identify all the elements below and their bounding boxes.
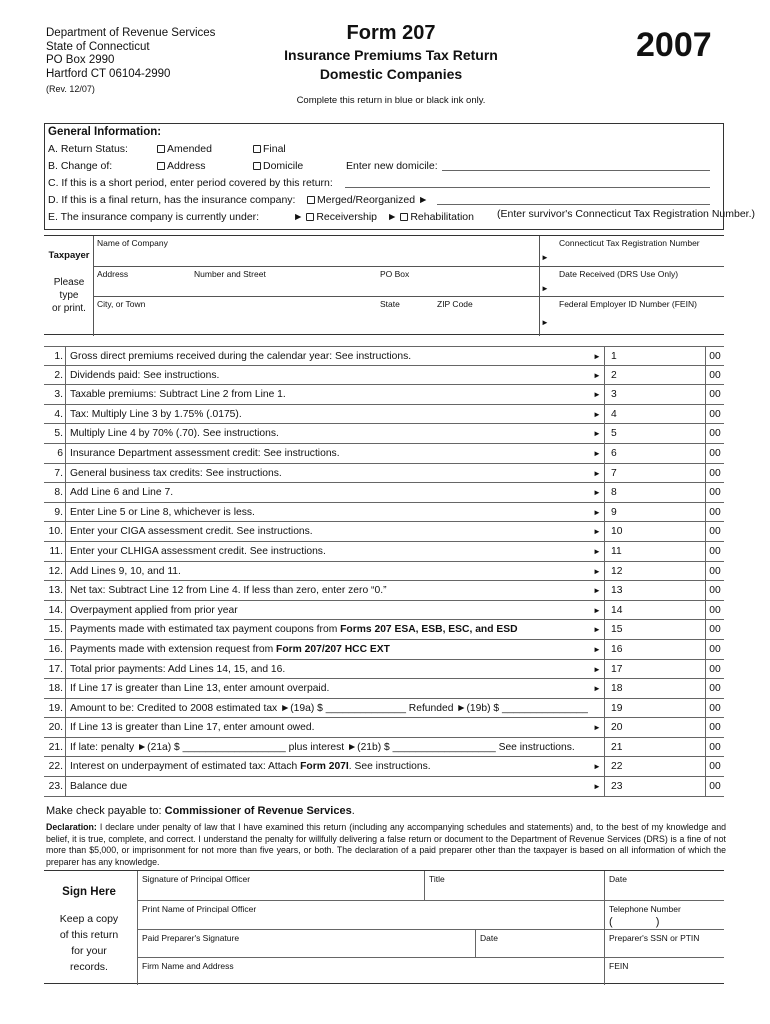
general-information-section: [44, 123, 755, 230]
tax-line-row: [44, 660, 724, 680]
arrow-icon: ►: [593, 566, 601, 576]
survivor-note: (Enter survivor's Connecticut Tax Registration Number.): [497, 208, 755, 220]
line-description: [70, 385, 286, 404]
tax-line-row: [44, 464, 724, 484]
street-label: Number and Street: [194, 269, 266, 279]
taxpayer-row-line: [93, 296, 724, 297]
form-title-line1: Insurance Premiums Tax Return: [284, 47, 498, 63]
cents-field: 00: [709, 467, 721, 479]
arrow-icon: ►: [593, 390, 601, 400]
payable-prefix: Make check payable to:: [46, 805, 165, 817]
line-text: Add Line 6 and Line 7.: [70, 487, 174, 499]
line-description: [70, 405, 242, 424]
line-text: Interest on underpayment of estimated tax: Attach: [70, 761, 301, 773]
amount-field[interactable]: 5: [604, 424, 706, 443]
final-checkbox[interactable]: [253, 145, 261, 153]
cents-field: 00: [709, 663, 721, 675]
line-description: [70, 503, 255, 522]
date-received-field: Date Received (DRS Use Only): [559, 269, 679, 279]
line-text: Amount to be: Credited to 2008 estimated tax ►(19a) $ ______________ Refunded ►(19b) $ _______________: [70, 702, 588, 714]
line-text: Add Lines 9, 10, and 11.: [70, 565, 181, 577]
date-label: Date: [480, 933, 498, 943]
line-number: 9.: [44, 503, 66, 522]
cents-field: 00: [709, 643, 721, 655]
declaration-body: I declare under penalty of law that I have examined this return (including any accompanying schedules and statements) and, to the best of my knowledge and belief, it is true, complete, and correct. I understand the penalty for willfully delivering a false return or document to the Department of Revenue Services (DRS) is a fine of not more than $5,000, or imprisonment for not more than five years, or both. The declaration of a paid preparer other than the taxpayer is based on all information of which the preparer has any knowledge.: [46, 822, 726, 867]
currently-under-label: E. The insurance company is currently under:: [48, 211, 260, 223]
agency-line: State of Connecticut: [46, 40, 150, 53]
amount-field[interactable]: 17: [604, 660, 706, 679]
agency-line: Department of Revenue Services: [46, 27, 216, 39]
cents-field: 00: [709, 526, 721, 538]
amount-field[interactable]: 8: [604, 483, 706, 502]
final-return-label: D. If this is a final return, has the insurance company:: [48, 194, 296, 206]
taxpayer-divider: [539, 236, 540, 336]
arrow-icon: ►: [593, 448, 601, 458]
tax-line-row: [44, 503, 724, 523]
line-number: 20.: [44, 718, 66, 737]
taxpayer-section: [44, 235, 724, 335]
amount-field[interactable]: 10: [604, 522, 706, 541]
firm-label: Firm Name and Address: [142, 961, 234, 971]
line-text: Insurance Department assessment credit: See instructions.: [70, 447, 340, 459]
arrow-icon: ►: [593, 488, 601, 498]
rehabilitation-checkbox[interactable]: [400, 213, 408, 221]
amount-field[interactable]: 18: [604, 679, 706, 698]
tax-line-row: [44, 424, 724, 444]
line-text: Total prior payments: Add Lines 14, 15, and 16.: [70, 663, 286, 675]
line-description: [70, 640, 390, 659]
arrow-icon: ►: [387, 211, 398, 223]
address-field[interactable]: Address: [97, 269, 129, 279]
tax-line-row: [44, 542, 724, 562]
preparer-signature-label: Paid Preparer's Signature: [142, 933, 240, 943]
line-description: [70, 601, 238, 620]
new-domicile-field[interactable]: [442, 160, 710, 171]
line-number: 16.: [44, 640, 66, 659]
cents-field: 00: [709, 351, 721, 362]
amount-field[interactable]: 3: [604, 385, 706, 404]
amount-field[interactable]: 4: [604, 405, 706, 424]
line-number: 11.: [44, 542, 66, 561]
line-number: 3.: [44, 385, 66, 404]
line-number: 5.: [44, 424, 66, 443]
line-text: If late: penalty ►(21a) $ __________________ plus interest ►(21b) $ __________________ See instructions.: [70, 741, 575, 753]
line-number: 14.: [44, 601, 66, 620]
line-number: 12.: [44, 562, 66, 581]
keep-copy-note: [52, 911, 126, 975]
please-type-note: [46, 276, 92, 315]
arrow-icon: ►: [593, 782, 601, 792]
line-text: Gross direct premiums received during the calendar year: See instructions.: [70, 351, 412, 362]
arrow-icon: ►: [593, 409, 601, 419]
line-form-reference: Forms 207 ESA, ESB, ESC, and ESD: [340, 624, 518, 636]
arrow-icon: ►: [593, 723, 601, 733]
line-description: [70, 660, 285, 679]
type-text: type: [59, 290, 79, 301]
final-option[interactable]: [253, 143, 286, 155]
arrow-icon: ►: [593, 352, 601, 361]
title-label: Title: [429, 874, 445, 884]
domicile-checkbox[interactable]: [253, 162, 261, 170]
cents-field: 00: [709, 722, 721, 734]
amount-field[interactable]: 20: [604, 718, 706, 737]
cents-field: 00: [709, 741, 721, 753]
tax-line-row: [44, 699, 724, 719]
tax-line-row: [44, 777, 724, 797]
arrow-icon: ►: [593, 586, 601, 596]
domicile-option[interactable]: [253, 160, 303, 172]
revision-date: (Rev. 12/07): [46, 84, 95, 94]
amount-field[interactable]: 6: [604, 444, 706, 463]
cents-field: 00: [709, 604, 721, 616]
line-number: 10.: [44, 522, 66, 541]
amount-field[interactable]: 7: [604, 464, 706, 483]
address-checkbox[interactable]: [157, 162, 165, 170]
arrow-icon: ►: [593, 625, 601, 635]
payee-name: Commissioner of Revenue Services: [164, 805, 352, 817]
line-number: 17.: [44, 660, 66, 679]
line-description: [70, 347, 411, 366]
final-label: Final: [263, 143, 286, 155]
arrow-icon: ►: [593, 429, 601, 439]
line-form-reference: Form 207/207 HCC EXT: [276, 643, 390, 655]
line-description: [70, 738, 575, 757]
receivership-option[interactable]: [293, 211, 377, 223]
tax-line-row: [44, 679, 724, 699]
keep-copy-line: records.: [70, 961, 108, 973]
cents-field: 00: [709, 447, 721, 459]
merged-label: Merged/Reorganized: [317, 194, 416, 206]
preparer-fein-field[interactable]: [604, 957, 724, 985]
tax-line-row: [44, 718, 724, 738]
line-description: [70, 464, 282, 483]
date-label: Date: [609, 874, 627, 884]
amount-field[interactable]: 11: [604, 542, 706, 561]
amount-field[interactable]: 16: [604, 640, 706, 659]
tax-line-row: [44, 444, 724, 464]
preparer-ssn-label: Preparer's SSN or PTIN: [609, 933, 700, 943]
tax-line-row: [44, 562, 724, 582]
amended-checkbox[interactable]: [157, 145, 165, 153]
taxpayer-row-line: [93, 266, 724, 267]
return-status-label: A. Return Status:: [48, 143, 128, 155]
new-domicile-label: Enter new domicile:: [346, 160, 438, 172]
line-text: General business tax credits: See instructions.: [70, 467, 282, 479]
line-number: 4.: [44, 405, 66, 424]
amount-field[interactable]: 19: [604, 699, 706, 718]
taxpayer-side-title: Taxpayer: [48, 250, 90, 261]
preparer-ssn-field[interactable]: [604, 929, 724, 957]
agency-address: [46, 27, 215, 97]
amended-label: Amended: [167, 143, 212, 155]
cents-field: 00: [709, 585, 721, 597]
arrow-icon: ►: [593, 468, 601, 478]
receivership-checkbox[interactable]: [306, 213, 314, 221]
survivor-registration-field[interactable]: [437, 194, 710, 205]
amount-field[interactable]: 15: [604, 620, 706, 639]
cents-field: 00: [709, 487, 721, 499]
arrow-icon: ►: [593, 684, 601, 694]
line-number: 8.: [44, 483, 66, 502]
tax-line-row: [44, 581, 724, 601]
sign-here-label: Sign Here: [62, 886, 116, 898]
line-description: [70, 483, 173, 502]
line-number: 22.: [44, 757, 66, 776]
rehabilitation-label: Rehabilitation: [410, 211, 474, 223]
ink-instruction: Complete this return in blue or black ink only.: [296, 95, 486, 106]
line-text: Taxable premiums: Subtract Line 2 from Line 1.: [70, 389, 286, 401]
change-of-row: [48, 160, 112, 172]
arrow-icon: ►: [593, 527, 601, 537]
merged-checkbox[interactable]: [307, 196, 315, 204]
arrow-icon: ►: [593, 644, 601, 654]
company-name-field[interactable]: Name of Company: [97, 238, 168, 248]
phone-parens: ( ): [609, 916, 680, 928]
line-number: 7.: [44, 464, 66, 483]
cents-field: 00: [709, 428, 721, 440]
line-number: 2.: [44, 366, 66, 385]
line-description: [70, 718, 314, 737]
tax-line-row: [44, 522, 724, 542]
line-text: Multiply Line 4 by 70% (.70). See instructions.: [70, 428, 279, 440]
tax-lines-table: [44, 346, 724, 797]
please-text: Please: [53, 277, 85, 288]
tax-line-row: [44, 405, 724, 425]
line-description: [70, 444, 340, 463]
payable-note: [46, 805, 355, 817]
tax-line-row: [44, 640, 724, 660]
cents-field: 00: [709, 506, 721, 518]
amount-field[interactable]: 23: [604, 777, 706, 796]
agency-line: Hartford CT 06104-2990: [46, 67, 171, 80]
amount-field[interactable]: 1: [604, 347, 706, 365]
cents-field: 00: [709, 389, 721, 401]
cents-field: 00: [709, 683, 721, 695]
payable-suffix: .: [351, 805, 355, 817]
cents-field: 00: [709, 369, 721, 381]
cents-field: 00: [709, 565, 721, 577]
line-text: Dividends paid: See instructions.: [70, 369, 220, 381]
tax-line-row: [44, 483, 724, 503]
tax-line-row: [44, 385, 724, 405]
rehabilitation-option[interactable]: [387, 211, 474, 223]
address-option[interactable]: [157, 160, 206, 172]
tax-line-row: [44, 346, 724, 366]
line-text: Enter your CIGA assessment credit. See instructions.: [70, 526, 313, 538]
declaration-text: [46, 822, 726, 868]
tax-year: 2007: [636, 26, 712, 64]
line-number: 1.: [44, 347, 66, 365]
line-number: 19.: [44, 699, 66, 718]
general-information-heading: General Information:: [48, 126, 162, 138]
ct-registration-field[interactable]: Connecticut Tax Registration Number: [559, 238, 700, 248]
taxpayer-divider: [93, 236, 94, 336]
cents-field: 00: [709, 761, 721, 773]
officer-signature-label: Signature of Principal Officer: [142, 874, 251, 884]
address-label: Address: [167, 160, 206, 172]
cents-field: 00: [709, 545, 721, 557]
line-text: Overpayment applied from prior year: [70, 604, 238, 616]
domicile-label: Domicile: [263, 160, 304, 172]
amended-option[interactable]: [157, 143, 212, 155]
line-text: Payments made with estimated tax payment coupons from: [70, 624, 341, 636]
line-text: Enter your CLHIGA assessment credit. See instructions.: [70, 545, 326, 557]
short-period-field[interactable]: [345, 177, 710, 188]
print-officer-name-field[interactable]: [137, 900, 604, 929]
short-period-label: C. If this is a short period, enter period covered by this return:: [48, 177, 333, 189]
preparer-signature-field[interactable]: [137, 929, 475, 957]
line-text: Tax: Multiply Line 3 by 1.75% (.0175).: [70, 408, 242, 420]
declaration-label: Declaration:: [46, 822, 97, 832]
line-number: 21.: [44, 738, 66, 757]
officer-date-field[interactable]: [604, 871, 724, 900]
keep-copy-line: for your: [71, 945, 107, 957]
change-of-label: B. Change of:: [48, 160, 113, 172]
line-description: [70, 777, 127, 796]
line-form-reference: Form 207I: [300, 761, 349, 773]
line-description: [70, 620, 518, 639]
city-field[interactable]: City, or Town: [97, 299, 146, 309]
agency-line: PO Box 2990: [46, 54, 115, 66]
cents-field: 00: [709, 781, 721, 793]
arrow-icon: ►: [541, 318, 549, 327]
amount-field[interactable]: 14: [604, 601, 706, 620]
arrow-icon: ►: [593, 605, 601, 615]
line-description: [70, 679, 329, 698]
preparer-date-field[interactable]: [475, 929, 604, 957]
line-number: 23.: [44, 777, 66, 796]
signature-section: [44, 870, 724, 984]
arrow-icon: ►: [593, 762, 601, 772]
form-title-block: [260, 22, 522, 106]
line-number: 15.: [44, 620, 66, 639]
receivership-label: Receivership: [316, 211, 378, 223]
line-number: 18.: [44, 679, 66, 698]
tax-line-row: [44, 366, 724, 386]
amount-field[interactable]: 22: [604, 757, 706, 776]
merged-option[interactable]: [307, 194, 428, 206]
line-text: Net tax: Subtract Line 12 from Line 4. If less than zero, enter zero “0.”: [70, 585, 387, 597]
line-text: Enter Line 5 or Line 8, whichever is less.: [70, 506, 255, 518]
line-number: 6: [44, 444, 66, 463]
tax-line-row: [44, 620, 724, 640]
arrow-icon: ►: [417, 194, 429, 206]
amount-field[interactable]: 9: [604, 503, 706, 522]
or-print-text: or print.: [52, 303, 86, 314]
line-description: [70, 366, 219, 385]
line-description: [70, 699, 588, 718]
amount-field[interactable]: 12: [604, 562, 706, 581]
form-number: Form 207: [346, 22, 436, 44]
tax-line-row: [44, 738, 724, 758]
arrow-icon: ►: [541, 284, 549, 293]
line-text: If Line 17 is greater than Line 13, enter amount overpaid.: [70, 683, 330, 695]
cents-field: 00: [709, 624, 721, 636]
line-description: [70, 562, 181, 581]
cents-field: 00: [709, 408, 721, 420]
officer-signature-field[interactable]: [137, 871, 424, 900]
tax-line-row: [44, 601, 724, 621]
line-description: [70, 581, 387, 600]
arrow-icon: ►: [593, 546, 601, 556]
print-officer-label: Print Name of Principal Officer: [142, 904, 257, 914]
amount-field[interactable]: 2: [604, 366, 706, 385]
form-title-line2: Domestic Companies: [319, 66, 463, 82]
amount-field[interactable]: 13: [604, 581, 706, 600]
keep-copy-line: of this return: [59, 929, 119, 941]
arrow-icon: ►: [593, 507, 601, 517]
tax-line-row: [44, 757, 724, 777]
cents-field: 00: [709, 702, 721, 714]
line-text: Payments made with extension request from: [70, 643, 277, 655]
line-text: Balance due: [70, 781, 128, 793]
return-status-row: [48, 143, 128, 155]
amount-field[interactable]: 21: [604, 738, 706, 757]
po-box-label: PO Box: [380, 269, 410, 279]
fein-field[interactable]: Federal Employer ID Number (FEIN): [559, 299, 697, 309]
keep-copy-line: Keep a copy: [59, 913, 119, 925]
zip-field[interactable]: ZIP Code: [437, 299, 473, 309]
line-description: [70, 522, 313, 541]
telephone-field[interactable]: [604, 900, 724, 929]
arrow-icon: ►: [293, 211, 304, 223]
arrow-icon: ►: [541, 253, 549, 262]
telephone-label: Telephone Number: [609, 904, 681, 914]
state-field[interactable]: State: [380, 299, 400, 309]
arrow-icon: ►: [593, 664, 601, 674]
line-description: [70, 757, 431, 776]
line-description: [70, 424, 279, 443]
line-number: 13.: [44, 581, 66, 600]
title-field[interactable]: [424, 871, 604, 900]
line-text-tail: . See instructions.: [348, 761, 431, 773]
arrow-icon: ►: [593, 370, 601, 380]
line-description: [70, 542, 326, 561]
sign-here-block: [44, 871, 134, 985]
firm-name-address-field[interactable]: [137, 957, 604, 985]
fein-label: FEIN: [609, 961, 629, 971]
line-text: If Line 13 is greater than Line 17, enter amount owed.: [70, 722, 315, 734]
